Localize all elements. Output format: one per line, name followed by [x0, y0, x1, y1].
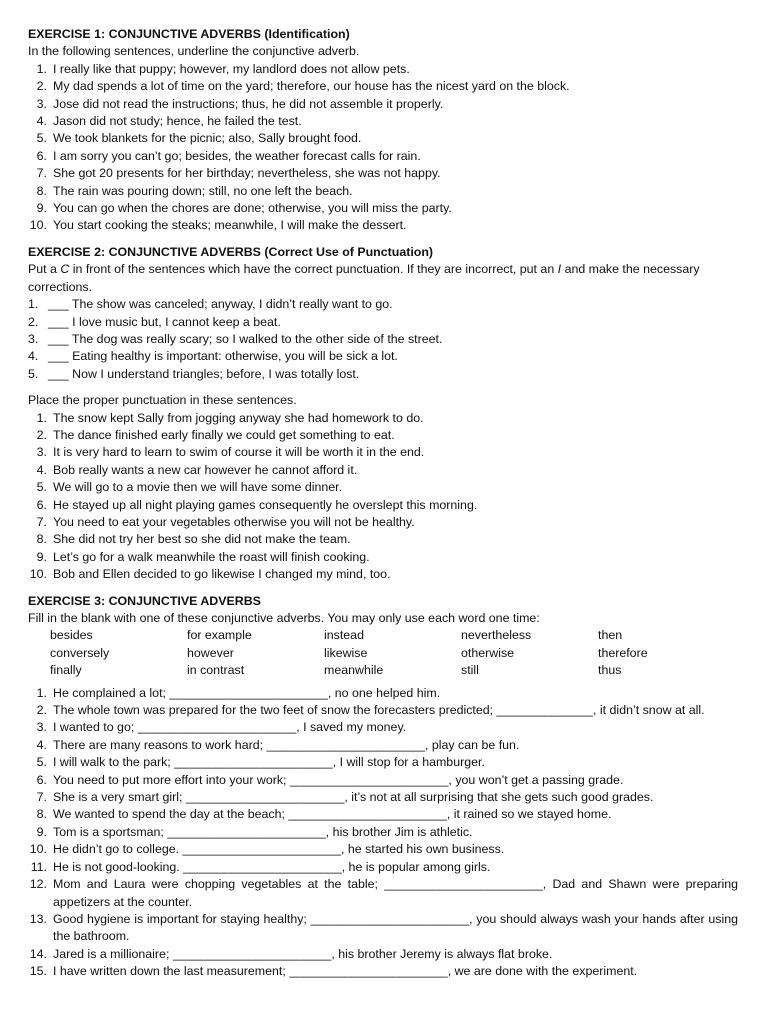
list-item [28, 841, 738, 858]
list-item [28, 789, 738, 806]
item-number: 4. [36, 114, 47, 129]
item-text: Jared is a millionaire; _______________________, his brother Jeremy is always flat broke. [53, 946, 553, 961]
item-number: 12. [29, 877, 47, 892]
item-text: ___ I love music but, I cannot keep a beat. [48, 314, 281, 329]
item-number: 11. [30, 859, 47, 874]
list-item [28, 737, 738, 754]
list-item [28, 96, 738, 113]
list-item [28, 685, 738, 702]
list-item [28, 427, 738, 444]
item-number: 1. [36, 685, 47, 700]
item-number: 4. [36, 737, 47, 752]
item-number: 14. [29, 946, 47, 961]
item-text: Good hygiene is important for staying healthy; _______________________, you should always wash your hands after using the bathroom. [53, 911, 738, 944]
word-bank-item: meanwhile [324, 663, 384, 678]
word-bank-item: otherwise [461, 645, 515, 660]
item-number: 1. [36, 410, 47, 425]
list-item [28, 410, 738, 427]
item-text: Bob and Ellen decided to go likewise I changed my mind, too. [53, 567, 391, 582]
list-item [28, 183, 738, 200]
item-text: My dad spends a lot of time on the yard; therefore, our house has the nicest yard on the block. [53, 79, 570, 94]
exercise-1-instructions: In the following sentences, underline the conjunctive adverb. [28, 44, 360, 59]
list-item [28, 772, 738, 789]
exercise-2-list [28, 296, 738, 383]
exercise-2-title: EXERCISE 2: CONJUNCTIVE ADVERBS (Correct Use of Punctuation) [28, 244, 434, 259]
list-item [28, 348, 738, 365]
exercise-1-list [28, 61, 738, 235]
list-item [28, 514, 738, 531]
item-number: 5. [36, 755, 47, 770]
word-bank-item: besides [50, 628, 93, 643]
instructions-text: in front of the sentences which have the correct punctuation. If they are incorrect, put an [69, 262, 558, 277]
exercise-2-part-2-list [28, 410, 738, 584]
exercise-3 [28, 593, 738, 981]
item-number: 10. [29, 567, 47, 582]
item-text: The snow kept Sally from jogging anyway she had homework to do. [53, 410, 424, 425]
item-text: Jason did not study; hence, he failed the test. [53, 114, 302, 129]
list-item [28, 911, 738, 946]
list-item [28, 366, 738, 383]
word-bank-item: for example [187, 628, 252, 643]
item-number: 7. [36, 790, 47, 805]
list-item [28, 113, 738, 130]
item-number: 9. [36, 549, 47, 564]
item-number: 8. [36, 807, 47, 822]
item-number: 2. [36, 79, 47, 94]
list-item [28, 314, 738, 331]
item-number: 15. [29, 964, 47, 979]
item-number: 3. [36, 96, 47, 111]
item-text: The rain was pouring down; still, no one left the beach. [53, 183, 353, 198]
item-text: We took blankets for the picnic; also, Sally brought food. [53, 131, 362, 146]
exercise-3-instructions: Fill in the blank with one of these conjunctive adverbs. You may only use each word one time: [28, 611, 540, 625]
list-item [28, 217, 738, 234]
item-text: We will go to a movie then we will have some dinner. [53, 480, 343, 495]
item-text: It is very hard to learn to swim of course it will be worth it in the end. [53, 445, 425, 460]
item-text: She is a very smart girl; _______________________, it’s not at all surprising that she gets such good grades. [53, 790, 654, 805]
item-number: 5. [36, 131, 47, 146]
list-item [28, 876, 738, 911]
list-item [28, 497, 738, 514]
item-text: Jose did not read the instructions; thus, he did not assemble it properly. [53, 96, 444, 111]
item-text: Let’s go for a walk meanwhile the roast will finish cooking. [53, 549, 370, 564]
item-number: 13. [29, 911, 47, 926]
item-text: ___ Eating healthy is important: otherwise, you will be sick a lot. [48, 349, 398, 364]
item-number: 3. [36, 720, 47, 735]
item-text: We wanted to spend the day at the beach; _______________________, it rained so we stayed home. [53, 807, 612, 822]
exercise-2-part-2-instructions: Place the proper punctuation in these sentences. [28, 393, 297, 408]
item-text: He complained a lot; _______________________, no one helped him. [53, 685, 441, 700]
list-item [28, 479, 738, 496]
list-item [28, 296, 738, 313]
item-number: 10. [29, 218, 47, 233]
item-number: 4. [28, 349, 39, 364]
item-text: She did not try her best so she did not make the team. [53, 532, 351, 547]
item-number: 6. [36, 497, 47, 512]
item-number: 9. [36, 201, 47, 216]
list-item [28, 702, 738, 719]
item-number: 7. [36, 166, 47, 181]
item-number: 7. [36, 514, 47, 529]
list-item [28, 531, 738, 548]
list-item [28, 165, 738, 182]
item-number: 2. [36, 427, 47, 442]
item-text: I wanted to go; _______________________, I saved my money. [53, 720, 407, 735]
instructions-letter-c: C [60, 262, 70, 277]
item-number: 6. [36, 772, 47, 787]
item-text: He is not good-looking. _______________________, he is popular among girls. [53, 859, 491, 874]
item-text: I really like that puppy; however, my landlord does not allow pets. [53, 61, 410, 76]
word-bank-item: thus [598, 663, 622, 678]
item-text: ___ The dog was really scary; so I walked to the other side of the street. [48, 331, 443, 346]
word-bank-item: likewise [324, 645, 368, 660]
list-item [28, 549, 738, 566]
list-item [28, 963, 738, 980]
item-number: 3. [36, 445, 47, 460]
exercise-2-instructions [28, 261, 738, 296]
word-bank [28, 627, 738, 679]
exercise-1 [28, 26, 738, 235]
word-bank-item: therefore [598, 645, 648, 660]
item-text: I will walk to the park; _______________________, I will stop for a hamburger. [53, 755, 485, 770]
list-item [28, 566, 738, 583]
list-item [28, 462, 738, 479]
item-text: You need to eat your vegetables otherwise you will not be healthy. [53, 514, 415, 529]
list-item [28, 754, 738, 771]
item-number: 10. [29, 842, 47, 857]
word-bank-item: then [598, 628, 623, 643]
item-text: You need to put more effort into your work; _______________________, you won’t get a passing grade. [53, 772, 624, 787]
word-bank-item: instead [324, 628, 364, 643]
item-text: He didn’t go to college. _______________________, he started his own business. [53, 842, 505, 857]
item-number: 5. [28, 366, 39, 381]
list-item [28, 806, 738, 823]
instructions-letter-i: I [557, 262, 562, 277]
list-item [28, 61, 738, 78]
item-number: 8. [36, 183, 47, 198]
item-text: There are many reasons to work hard; _______________________, play can be fun. [53, 737, 520, 752]
word-bank-item: however [187, 645, 234, 660]
list-item [28, 130, 738, 147]
item-text: The dance finished early finally we could get something to eat. [53, 427, 395, 442]
item-number: 2. [36, 703, 47, 718]
item-text: I am sorry you can’t go; besides, the weather forecast calls for rain. [53, 148, 421, 163]
exercise-3-list [28, 685, 738, 981]
list-item [28, 946, 738, 963]
item-text: I have written down the last measurement; _______________________, we are done with the experiment. [53, 964, 638, 979]
item-number: 9. [36, 824, 47, 839]
exercise-1-title: EXERCISE 1: CONJUNCTIVE ADVERBS (Identification) [28, 27, 350, 41]
item-number: 2. [28, 314, 39, 329]
exercise-3-title: EXERCISE 3: CONJUNCTIVE ADVERBS [28, 593, 261, 608]
instructions-text: and make the necessary corrections. [28, 262, 700, 294]
word-bank-item: in contrast [187, 663, 245, 678]
item-number: 6. [36, 148, 47, 163]
item-number: 3. [28, 331, 39, 346]
list-item [28, 148, 738, 165]
item-text: ___ The show was canceled; anyway, I didn’t really want to go. [48, 297, 393, 312]
item-number: 8. [36, 532, 47, 547]
word-bank-item: still [461, 663, 479, 678]
list-item [28, 859, 738, 876]
item-number: 1. [28, 297, 39, 312]
item-text: The whole town was prepared for the two feet of snow the forecasters predicted; ______________, it didn’t snow at all. [53, 703, 705, 718]
instructions-text: Put a [28, 262, 61, 277]
item-text: She got 20 presents for her birthday; nevertheless, she was not happy. [53, 166, 441, 181]
item-text: He stayed up all night playing games consequently he overslept this morning. [53, 497, 478, 512]
list-item [28, 78, 738, 95]
item-text: Mom and Laura were chopping vegetables at the table; _______________________, Dad and Shawn were preparing appetizers at the counter. [53, 877, 738, 909]
item-number: 5. [36, 480, 47, 495]
word-bank-item: nevertheless [461, 628, 532, 643]
item-text: Tom is a sportsman; _______________________, his brother Jim is athletic. [53, 824, 473, 839]
word-bank-item: finally [50, 663, 82, 678]
item-text: You start cooking the steaks; meanwhile, I will make the dessert. [53, 218, 407, 233]
list-item [28, 719, 738, 736]
item-text: Bob really wants a new car however he cannot afford it. [53, 462, 358, 477]
list-item [28, 331, 738, 348]
item-text: You can go when the chores are done; otherwise, you will miss the party. [53, 201, 452, 216]
exercise-2 [28, 244, 738, 584]
list-item [28, 200, 738, 217]
word-bank-item: conversely [50, 645, 110, 660]
list-item [28, 444, 738, 461]
item-number: 4. [36, 462, 47, 477]
item-number: 1. [36, 61, 47, 76]
item-text: ___ Now I understand triangles; before, I was totally lost. [48, 366, 360, 381]
list-item [28, 824, 738, 841]
